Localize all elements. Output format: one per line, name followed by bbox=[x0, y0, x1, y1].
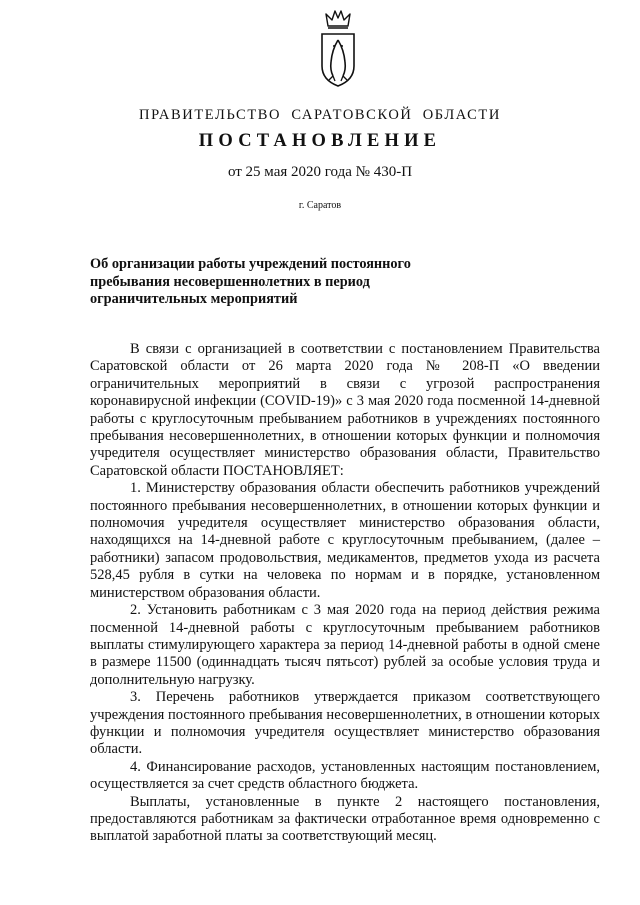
payments-paragraph: Выплаты, установленные в пункте 2 настоящего постановления, предоставляются работникам за фактически отработанное время одновременно с выплатой заработной платы за соответствующий месяц. bbox=[90, 793, 600, 845]
document-subject bbox=[90, 256, 470, 309]
document-body bbox=[90, 341, 600, 846]
clause-3-paragraph: 3. Перечень работников утверждается приказом соответствующего учреждения постоянного пребывания несовершеннолетних, в отношении которых функции и полномочия учредителя осуществляет министерство образования области. bbox=[90, 689, 600, 758]
clause-2-paragraph: 2. Установить работникам с 3 мая 2020 года на период действия режима посменной 14-дневной работы с круглосуточным пребыванием работников выплаты стимулирующего характера за период 14-дневной работы в одной смене в размере 11500 (одиннадцать тысяч пятьсот) рублей за особые условия труда и дополнительную нагрузку. bbox=[90, 602, 600, 688]
government-name: ПРАВИТЕЛЬСТВО САРАТОВСКОЙ ОБЛАСТИ bbox=[139, 107, 501, 123]
clause-4-paragraph: 4. Финансирование расходов, установленных настоящим постановлением, осуществляется за счет средств областного бюджета. bbox=[90, 758, 600, 793]
subject-line: ограничительных мероприятий bbox=[90, 291, 298, 307]
document-date-number: от 25 мая 2020 года № 430-П bbox=[227, 164, 413, 180]
saratov-region-coat-of-arms-icon bbox=[318, 8, 358, 88]
document-city: г. Саратов bbox=[298, 200, 342, 211]
preamble-paragraph: В связи с организацией в соответствии с постановлением Правительства Саратовской области от 26 марта 2020 года № 208-П «О введении ограничительных мероприятий в связи с угрозой распространения коронавирусной инфекции (COVID-19)» с 3 мая 2020 года посменной 14-дневной работы с круглосуточным пребыванием работников в учреждениях постоянного пребывания несовершеннолетних, в отношении которых функции и полномочия учредителя осуществляет министерство образования области, Правительство Саратовской области ПОСТАНОВЛЯЕТ: bbox=[90, 341, 600, 479]
subject-line: Об организации работы учреждений постоянного bbox=[90, 256, 411, 272]
document-type: ПОСТАНОВЛЕНИЕ bbox=[198, 131, 442, 151]
subject-line: пребывания несовершеннолетних в период bbox=[90, 273, 370, 290]
clause-1-paragraph: 1. Министерству образования области обеспечить работников учреждений постоянного пребывания несовершеннолетних, в отношении которых функции и полномочия учредителя осуществляет министерство образования области, находящихся на 14-дневной работе с круглосуточным пребыванием, (далее – работники) запасом продовольствия, медикаментов, предметов ухода из расчета 528,45 рубля в сутки на человека по нормам и в порядке, установленном министерством образования области. bbox=[90, 480, 600, 601]
